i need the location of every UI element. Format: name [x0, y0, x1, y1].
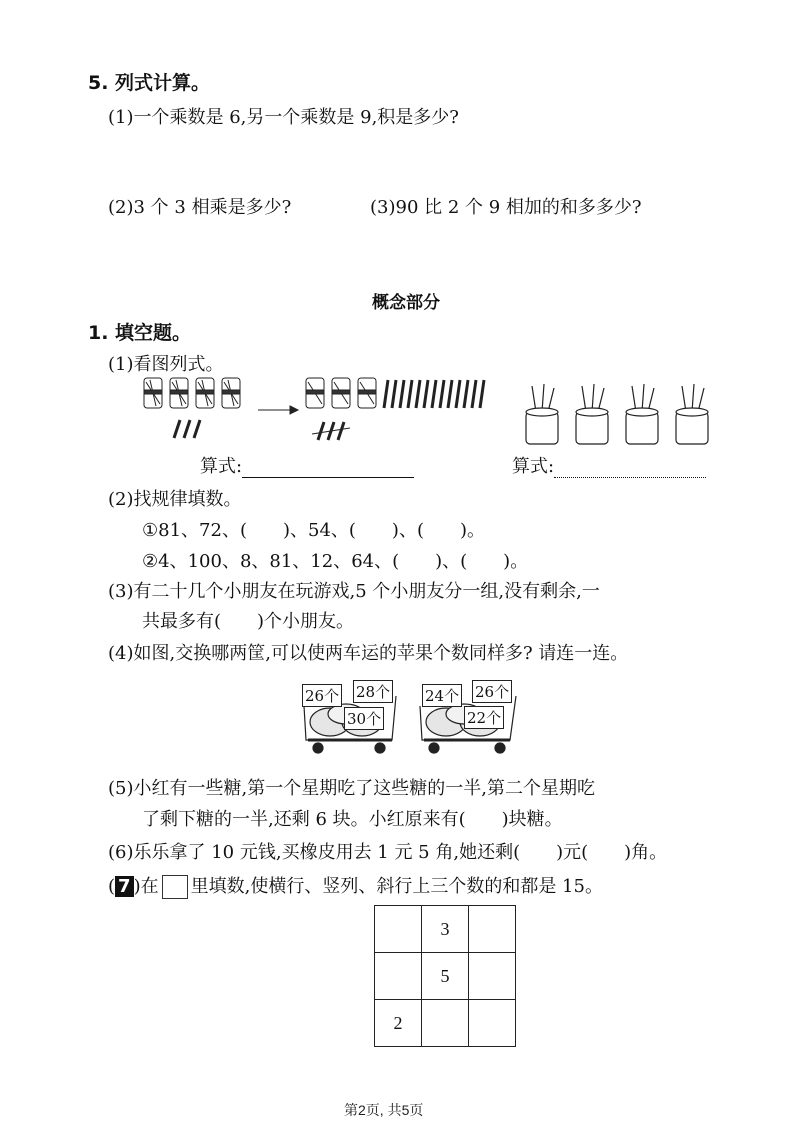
q7-text: 里填数,使横行、竖列、斜行上三个数的和都是 15。 [190, 876, 603, 897]
formula-row-1 [200, 452, 414, 478]
pattern-sequence-1: ①81、72、( )、54、( )、( )。 [142, 520, 485, 541]
pencil-cup-icon [576, 384, 608, 444]
pencil-cup-icon [526, 384, 558, 444]
cart2-tag-a: 24个 [422, 684, 462, 707]
question-1-5-line1: (5)小红有一些糖,第一个星期吃了这些糖的一半,第二个星期吃 [108, 778, 595, 799]
grid-cell[interactable] [469, 953, 516, 1000]
question-1-2: (2)找规律填数。 [108, 489, 242, 510]
section5-title: 5. 列式计算。 [88, 72, 211, 94]
cart1-tag-a: 26个 [302, 684, 342, 707]
question-1-4: (4)如图,交换哪两筐,可以使两车运的苹果个数同样多? 请连一连。 [108, 643, 629, 664]
pencil-cups-illustration [520, 382, 720, 448]
grid-cell[interactable]: 3 [422, 906, 469, 953]
grid-cell[interactable] [422, 1000, 469, 1047]
stick-bundle-icon [222, 378, 240, 408]
stick-bundle-icon [332, 378, 350, 408]
grid-cell[interactable]: 2 [375, 1000, 422, 1047]
pencil-cup-icon [626, 384, 658, 444]
cart2-tag-b: 26个 [472, 680, 512, 703]
question-1-3-line2: 共最多有( )个小朋友。 [142, 611, 355, 632]
question-1-1: (1)看图列式。 [108, 354, 224, 375]
grid-cell[interactable] [469, 1000, 516, 1047]
formula-label-2: 算式: [512, 456, 555, 477]
pencil-cup-icon [676, 384, 708, 444]
cart1-tag-b: 28个 [353, 680, 393, 703]
section5-q1: (1)一个乘数是 6,另一个乘数是 9,积是多少? [108, 107, 459, 128]
section5-q3: (3)90 比 2 个 9 相加的和多多少? [370, 197, 642, 218]
stick-bundle-icon [170, 378, 188, 408]
grid-cell[interactable] [375, 953, 422, 1000]
grid-cell[interactable]: 5 [422, 953, 469, 1000]
q7-open-paren: ( [108, 876, 116, 897]
sticks-illustration [140, 374, 500, 444]
formula-answer-line-2[interactable] [554, 459, 706, 478]
section5-q2: (2)3 个 3 相乘是多少? [108, 197, 292, 218]
cart2-tag-c: 22个 [464, 706, 504, 729]
concept-heading: 概念部分 [372, 293, 440, 313]
grid-cell[interactable] [375, 906, 422, 953]
question-1-7 [108, 872, 603, 899]
grid-cell[interactable] [469, 906, 516, 953]
cart1-tag-c: 30个 [344, 707, 384, 730]
question-1-6: (6)乐乐拿了 10 元钱,买橡皮用去 1 元 5 角,她还剩( )元( )角。 [108, 842, 668, 863]
formula-answer-line-1[interactable] [242, 459, 414, 478]
question-1-5-line2: 了剩下糖的一半,还剩 6 块。小红原来有( )块糖。 [142, 809, 563, 830]
q7-close-paren: )在 [133, 876, 159, 897]
stick-bundle-icon [196, 378, 214, 408]
pattern-sequence-2: ②4、100、8、81、12、64、( )、( )。 [142, 551, 529, 572]
q7-number-badge: 7 [115, 876, 134, 897]
stick-bundle-icon [306, 378, 324, 408]
stick-bundle-icon [358, 378, 376, 408]
blank-square-icon [162, 875, 188, 899]
question-1-3-line1: (3)有二十几个小朋友在玩游戏,5 个小朋友分一组,没有剩余,一 [108, 581, 600, 602]
section1-title: 1. 填空题。 [88, 322, 192, 344]
magic-square-grid [374, 905, 516, 1047]
formula-label-1: 算式: [200, 456, 243, 477]
page-footer: 第2页, 共5页 [344, 1102, 424, 1118]
formula-row-2 [512, 452, 706, 478]
stick-bundle-icon [144, 378, 162, 408]
